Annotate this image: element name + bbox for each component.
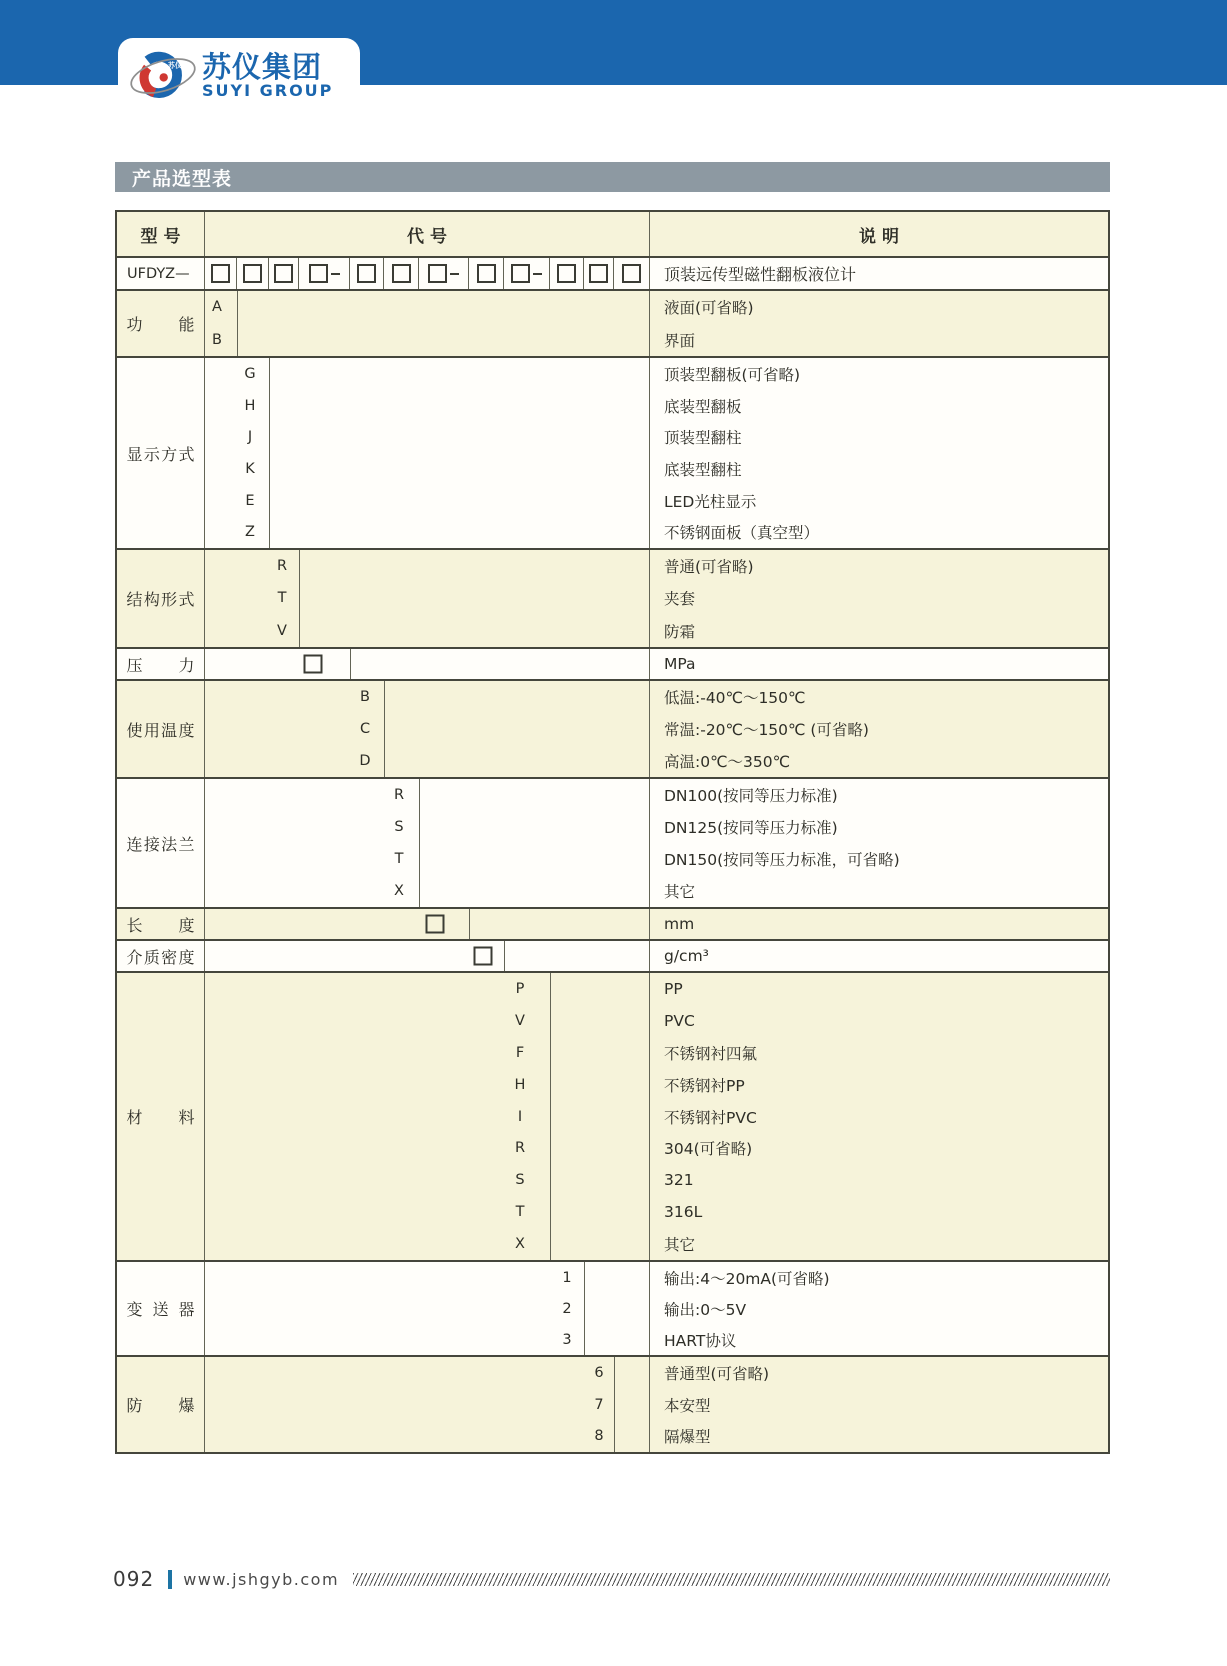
- code-letter-stack: 6 7 8: [594, 1364, 604, 1445]
- model-number-row: [117, 256, 1108, 289]
- section-label: 压力: [126, 655, 195, 675]
- checkbox-icon: [426, 915, 445, 934]
- code-letter-stack: B C D: [359, 689, 371, 769]
- code-slot: [205, 258, 237, 289]
- description-cell: PP PVC 不锈钢衬四氟 不锈钢衬PP 不锈钢衬PVC 304(可省略) 321 316L 其它: [649, 973, 1108, 1260]
- section-label: 变送器: [126, 1300, 195, 1319]
- code-column-divider: [350, 649, 351, 679]
- code-slot-with-dash: [299, 258, 350, 289]
- code-slot: [350, 258, 384, 289]
- code-letter-stack: 1 2 3: [562, 1269, 572, 1348]
- code-column-divider: [237, 291, 238, 356]
- checkbox-icon: [477, 264, 496, 283]
- model-prefix: UFDYZ—: [117, 258, 205, 289]
- checkbox-icon: [557, 264, 576, 283]
- section-label: 结构形式: [126, 590, 195, 609]
- code-letter-stack: R S T X: [393, 787, 405, 899]
- code-slot: [614, 258, 649, 289]
- checkbox-icon: [211, 264, 230, 283]
- checkbox-icon: [428, 264, 447, 283]
- section-row-material: [117, 971, 1108, 1260]
- section-label: 连接法兰: [126, 834, 195, 854]
- code-column-divider: [550, 973, 551, 1260]
- header-code: 代 号: [407, 226, 447, 247]
- section-row-temperature: [117, 679, 1108, 777]
- section-row-medium-density: [117, 939, 1108, 971]
- product-selection-table: [115, 210, 1110, 1454]
- description-cell: 低温:-40℃～150℃ 常温:-20℃～150℃ (可省略) 高温:0℃～350℃: [649, 681, 1108, 777]
- code-slot-with-dash: [419, 258, 469, 289]
- code-slot: [550, 258, 584, 289]
- logo-english-name: SUYI GROUP: [202, 80, 334, 100]
- code-letter-stack: P V F H I R S T X: [514, 980, 526, 1253]
- checkbox-icon: [274, 264, 293, 283]
- section-label: 功能: [126, 315, 195, 334]
- section-row-pressure: [117, 647, 1108, 679]
- section-row-length: [117, 907, 1108, 939]
- hatch-pattern-decoration: [353, 1573, 1110, 1586]
- description-cell: 普通型(可省略) 本安型 隔爆型: [649, 1357, 1108, 1452]
- section-row-structure: [117, 548, 1108, 647]
- header-description: 说 明: [649, 212, 1108, 256]
- code-letter-stack: R T V: [276, 558, 288, 639]
- code-slots: [205, 258, 649, 289]
- checkbox-icon: [474, 947, 493, 966]
- section-label: 防爆: [126, 1396, 195, 1415]
- logo-text: [202, 52, 333, 99]
- code-letter-stack: G H J K E Z: [244, 365, 256, 541]
- code-column-divider: [614, 1357, 615, 1452]
- checkbox-icon: [309, 264, 328, 283]
- section-label: 材料: [126, 1108, 195, 1127]
- checkbox-icon: [622, 264, 641, 283]
- globe-logo-icon: [128, 45, 198, 107]
- description-cell: mm: [649, 909, 1108, 939]
- header-model: 型 号: [117, 212, 205, 256]
- code-column-divider: [384, 681, 385, 777]
- checkbox-icon: [589, 264, 608, 283]
- code-column-divider: [469, 909, 470, 939]
- dash-separator: [533, 273, 542, 275]
- code-slot: [237, 258, 269, 289]
- footer-separator-bar: [168, 1570, 172, 1589]
- description-cell: MPa: [649, 649, 1108, 679]
- dash-separator: [450, 273, 459, 275]
- model-description: 顶装远传型磁性翻板液位计: [664, 265, 857, 284]
- checkbox-icon: [304, 655, 323, 674]
- code-slot-with-dash: [504, 258, 550, 289]
- checkbox-icon: [511, 264, 530, 283]
- code-slot: [584, 258, 614, 289]
- code-slot: [469, 258, 504, 289]
- section-row-explosion-proof: [117, 1355, 1108, 1452]
- code-column-divider: [584, 1262, 585, 1355]
- code-column-divider: [269, 358, 270, 548]
- company-logo: [118, 38, 360, 114]
- section-label: 介质密度: [126, 947, 195, 967]
- section-title: 产品选型表: [132, 167, 233, 190]
- website-url: www.jshgyb.com: [183, 1569, 340, 1589]
- section-row-transmitter: [117, 1260, 1108, 1355]
- section-row-function: [117, 289, 1108, 356]
- model-description-cell: [649, 258, 1108, 289]
- section-label: 显示方式: [126, 444, 195, 464]
- dash-separator: [331, 273, 340, 275]
- checkbox-icon: [392, 264, 411, 283]
- code-letter-stack: A B: [212, 299, 222, 348]
- section-title-bar: [115, 162, 1110, 192]
- svg-text:苏仪: 苏仪: [167, 61, 182, 70]
- logo-chinese-name: 苏仪集团: [202, 50, 323, 85]
- code-column-divider: [419, 779, 420, 907]
- section-row-flange: [117, 777, 1108, 907]
- description-cell: 顶装型翻板(可省略) 底装型翻板 顶装型翻柱 底装型翻柱 LED光柱显示 不锈钢面板（真空型）: [649, 358, 1108, 548]
- checkbox-icon: [243, 264, 262, 283]
- code-column-divider: [299, 550, 300, 647]
- description-cell: 输出:4～20mA(可省略) 输出:0～5V HART协议: [649, 1262, 1108, 1355]
- description-cell: 普通(可省略) 夹套 防霜: [649, 550, 1108, 647]
- description-cell: 液面(可省略) 界面: [649, 291, 1108, 356]
- section-label: 使用温度: [126, 720, 195, 740]
- code-column-divider: [504, 941, 505, 971]
- section-row-display-mode: [117, 356, 1108, 548]
- description-cell: DN100(按同等压力标准) DN125(按同等压力标准) DN150(按同等压力标准，可省略) 其它: [649, 779, 1108, 907]
- table-header-row: [117, 212, 1108, 256]
- page-number: 092: [113, 1567, 155, 1591]
- checkbox-icon: [357, 264, 376, 283]
- section-label: 长度: [126, 915, 195, 935]
- code-slot: [269, 258, 299, 289]
- code-slot: [384, 258, 419, 289]
- description-cell: g/cm³: [649, 941, 1108, 971]
- page-footer: [113, 1568, 1110, 1590]
